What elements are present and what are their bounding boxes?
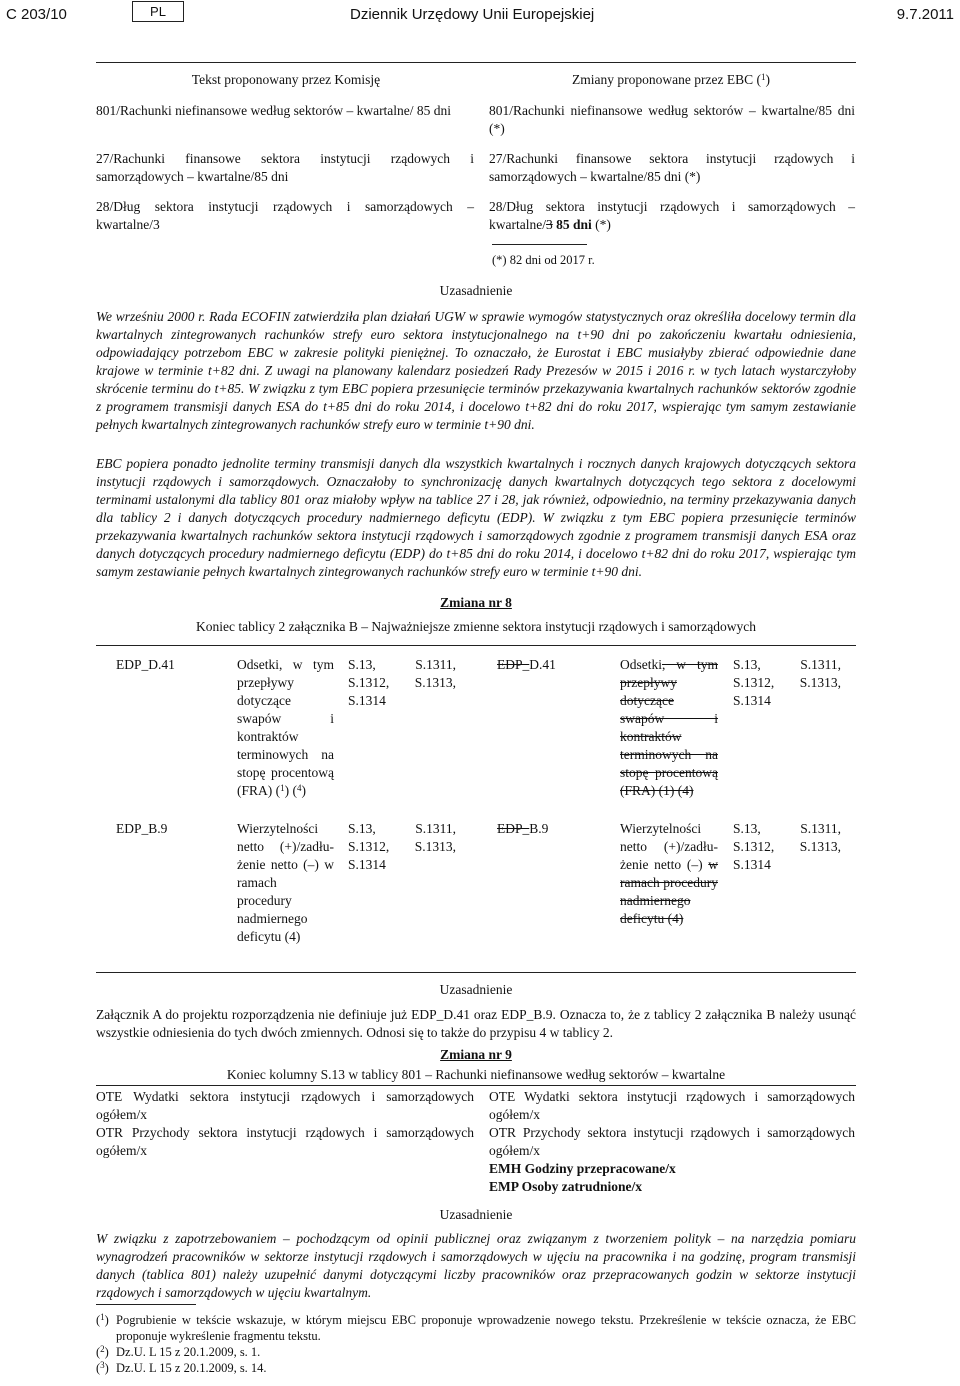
table1-right-col [489, 102, 855, 234]
table1-right-heading: Zmiany proponowane przez EBC ($^1$) [572, 72, 770, 87]
table2-top-rule [96, 645, 856, 646]
language-box: PL [132, 1, 184, 22]
note-rule [492, 244, 587, 245]
table1-right-item: 28/Dług sektora instytucji rządowych i samorządowych – kwartalne/3 85 dni (*) [489, 199, 855, 232]
table1-left-item: 28/Dług sektora instytucji rządowych i samorządowych – kwartalne/3 [96, 199, 474, 232]
table1-left-col [96, 102, 474, 234]
table2-right-sectors: S.13, S.1311, S.1312, S.1313, S.1314 [733, 657, 841, 708]
table2-right-code: EDP_B.9 [497, 821, 549, 836]
table3-top-rule [96, 1085, 856, 1086]
table3-left-col [96, 1088, 474, 1160]
justification-label: Uzasadnienie [439, 1207, 513, 1222]
table2-right-desc: Wierzytelności netto (+)/zadłużenie netto (–) w ramach procedury nadmiernego deficytu (4) [620, 821, 719, 926]
table3-right-item: OTR Przychody sektora instytucji rządowych i samorządowych ogółem/x [489, 1125, 855, 1158]
justification-label: Uzasadnienie [439, 283, 513, 298]
amendment-9-subtitle: Koniec kolumny S.13 w tablicy 801 – Rachunki niefinansowe według sektorów – kwartalne [226, 1067, 726, 1082]
table1-note: (*) 82 dni od 2017 r. [492, 253, 595, 267]
table1-top-rule [96, 62, 856, 63]
justification-label: Uzasadnienie [439, 982, 513, 997]
justification-para-4: W związku z zapotrzebowaniem – pochodzącym od opinii publicznej oraz związanym z tworzeniem polityk – na narzędzia pomiaru wynagrodzeń pracowników w sektorze instytucji rządowych i samorządowych w ujęciu na pracownika i na godzinę, program transmisji danych (tablica 801) należy uzupełnić danymi dotyczącymi liczby pracowników oraz przepracowanych godzin w sektorze instytucji rządowych i samorządowych w ujęciu kwartalnym. [96, 1231, 856, 1300]
table3-right-item: OTE Wydatki sektora instytucji rządowych i samorządowych ogółem/x [489, 1089, 855, 1122]
footnote-2: ($^2$) Dz.U. L 15 z 20.1.2009, s. 1. [96, 1344, 261, 1359]
table2-left-sectors: S.13, S.1311, S.1312, S.1313, S.1314 [348, 657, 456, 708]
table3-left-item: OTR Przychody sektora instytucji rządowych i samorządowych ogółem/x [96, 1125, 474, 1158]
justification-para-2: EBC popiera ponadto jednolite terminy transmisji danych dla wszystkich kwartalnych i rocznych danych krajowych dotyczących sektora instytucji rządowych i samorządowych. Oznaczałoby to synchronizację danych kwartalnych dotyczących tego sektora z docelowymi terminami ustalonymi dla tablicy 801 oraz miałoby wpływ na tablice 27 i 28, jak również, odpowiednio, na terminy przekazywania danych dla tablicy 2 i danych dotyczących procedury nadmiernego deficytu (EDP). W związku z tym EBC popiera przesunięcie terminów przekazywania kwartalnych rachunków sektora instytucji rządowych i samorządowych zgodnie z programem transmisji danych ESA oraz danych dotyczących procedury nadmiernego deficytu (EDP) do t+85 dni do roku 2014, i docelowo t+82 dni do roku 2017, wspierając tym samym zestawianie pełnych kwartalnych zintegrowanych rachunków strefy euro w terminie t+90 dni. [96, 456, 856, 579]
footnote-3: ($^3$) Dz.U. L 15 z 20.1.2009, s. 14. [96, 1360, 267, 1375]
table2-left-code: EDP_D.41 [116, 657, 175, 672]
table1-right-item: 27/Rachunki finansowe sektora instytucji rządowych i samorządowych – kwartalne/85 dni (*) [489, 151, 855, 184]
table3-right-col [489, 1088, 855, 1196]
table2-left-desc: Wierzytelności netto (+)/zadłużenie netto (–) w ramach procedury nadmiernego deficytu (4) [237, 821, 334, 944]
table1-left-item: 801/Rachunki niefinansowe według sektorów – kwartalne/ 85 dni [96, 103, 452, 118]
issue-date: 9.7.2011 [896, 6, 954, 23]
table2-right-desc: Odsetki, w tym przepływy dotyczące swapów i kontraktów terminowych na stopę procentową (FRA) (1) (4) [620, 657, 718, 798]
footnote-rule [96, 1304, 196, 1305]
table1-left-heading: Tekst proponowany przez Komisję [191, 72, 381, 87]
table1-right-item: 801/Rachunki niefinansowe według sektorów – kwartalne/85 dni (*) [489, 103, 855, 136]
table3-left-item: OTE Wydatki sektora instytucji rządowych i samorządowych ogółem/x [96, 1089, 474, 1122]
table2-left-code: EDP_B.9 [116, 821, 168, 836]
table2-right-sectors: S.13, S.1311, S.1312, S.1313, S.1314 [733, 821, 841, 872]
journal-title: Dziennik Urzędowy Unii Europejskiej [350, 6, 595, 23]
table2-left-sectors: S.13, S.1311, S.1312, S.1313, S.1314 [348, 821, 456, 872]
footnote-1: ($^1$) Pogrubienie w tekście wskazuje, w którym miejscu EBC proponuje wprowadzenie nowego tekstu. Przekreślenie w tekście oznacza, że EBC proponuje wykreślenie fragmentu tekstu. [96, 1312, 856, 1343]
journal-code: C 203/10 [6, 6, 67, 23]
table2-right-code: EDP_D.41 [497, 657, 556, 672]
amendment-9-title: Zmiana nr 9 [440, 1047, 512, 1062]
justification-para-3: Załącznik A do projektu rozporządzenia nie definiuje już EDP_D.41 oraz EDP_B.9. Oznacza to, że z tablicy 2 załącznika B należy usunąć wszystkie odniesienia do tych dwóch zmiennych. Odnosi się to także do przypisu 4 w tablicy 2. [96, 1007, 856, 1040]
page-header [0, 0, 960, 30]
table3-right-new-item: EMH Godziny przepracowane/x [489, 1161, 676, 1176]
amendment-8-subtitle: Koniec tablicy 2 załącznika B – Najważniejsze zmienne sektora instytucji rządowych i samorządowych [195, 619, 757, 634]
justification-para-1: We wrześniu 2000 r. Rada ECOFIN zatwierdziła plan działań UGW w sprawie wymogów statystycznych oraz określiła docelowy termin dla kwartalnych zintegrowanych rachunków strefy euro sektora instytucjonalnego na t+90 dni po zakończeniu kwartału odniesienia, odpowiadający potrzebom EBC w zakresie polityki pieniężnej. To oznaczało, że Eurostat i EBC musiałyby zbierać odpowiednie dane krajowe w terminie t+82 dni. Z uwagi na planowany kalendarz posiedzeń Rady Prezesów w 2015 i 2016 r. w tych latach wystarczyłoby skrócenie terminu do t+85. W związku z tym EBC popiera przesunięcie terminów przekazywania kwartalnych rachunków sektorów zgodnie z programem transmisji danych ESA do t+85 dni do roku 2014, i docelowo t+82 dni do roku 2017, wspierając tym samym zestawianie pełnych kwartalnych zintegrowanych rachunków strefy euro w terminie t+90 dni. [96, 309, 856, 432]
table3-right-new-item: EMP Osoby zatrudnione/x [489, 1179, 643, 1194]
table2-bottom-rule [96, 972, 856, 973]
table1-left-item: 27/Rachunki finansowe sektora instytucji rządowych i samorządowych – kwartalne/85 dni [96, 151, 474, 184]
table2-left-desc: Odsetki, w tym przepływy dotyczące swapów i kontraktów terminowych na stopę procentową (FRA) ($^1$) ($^4$) [237, 657, 334, 798]
amendment-8-title: Zmiana nr 8 [440, 595, 512, 610]
